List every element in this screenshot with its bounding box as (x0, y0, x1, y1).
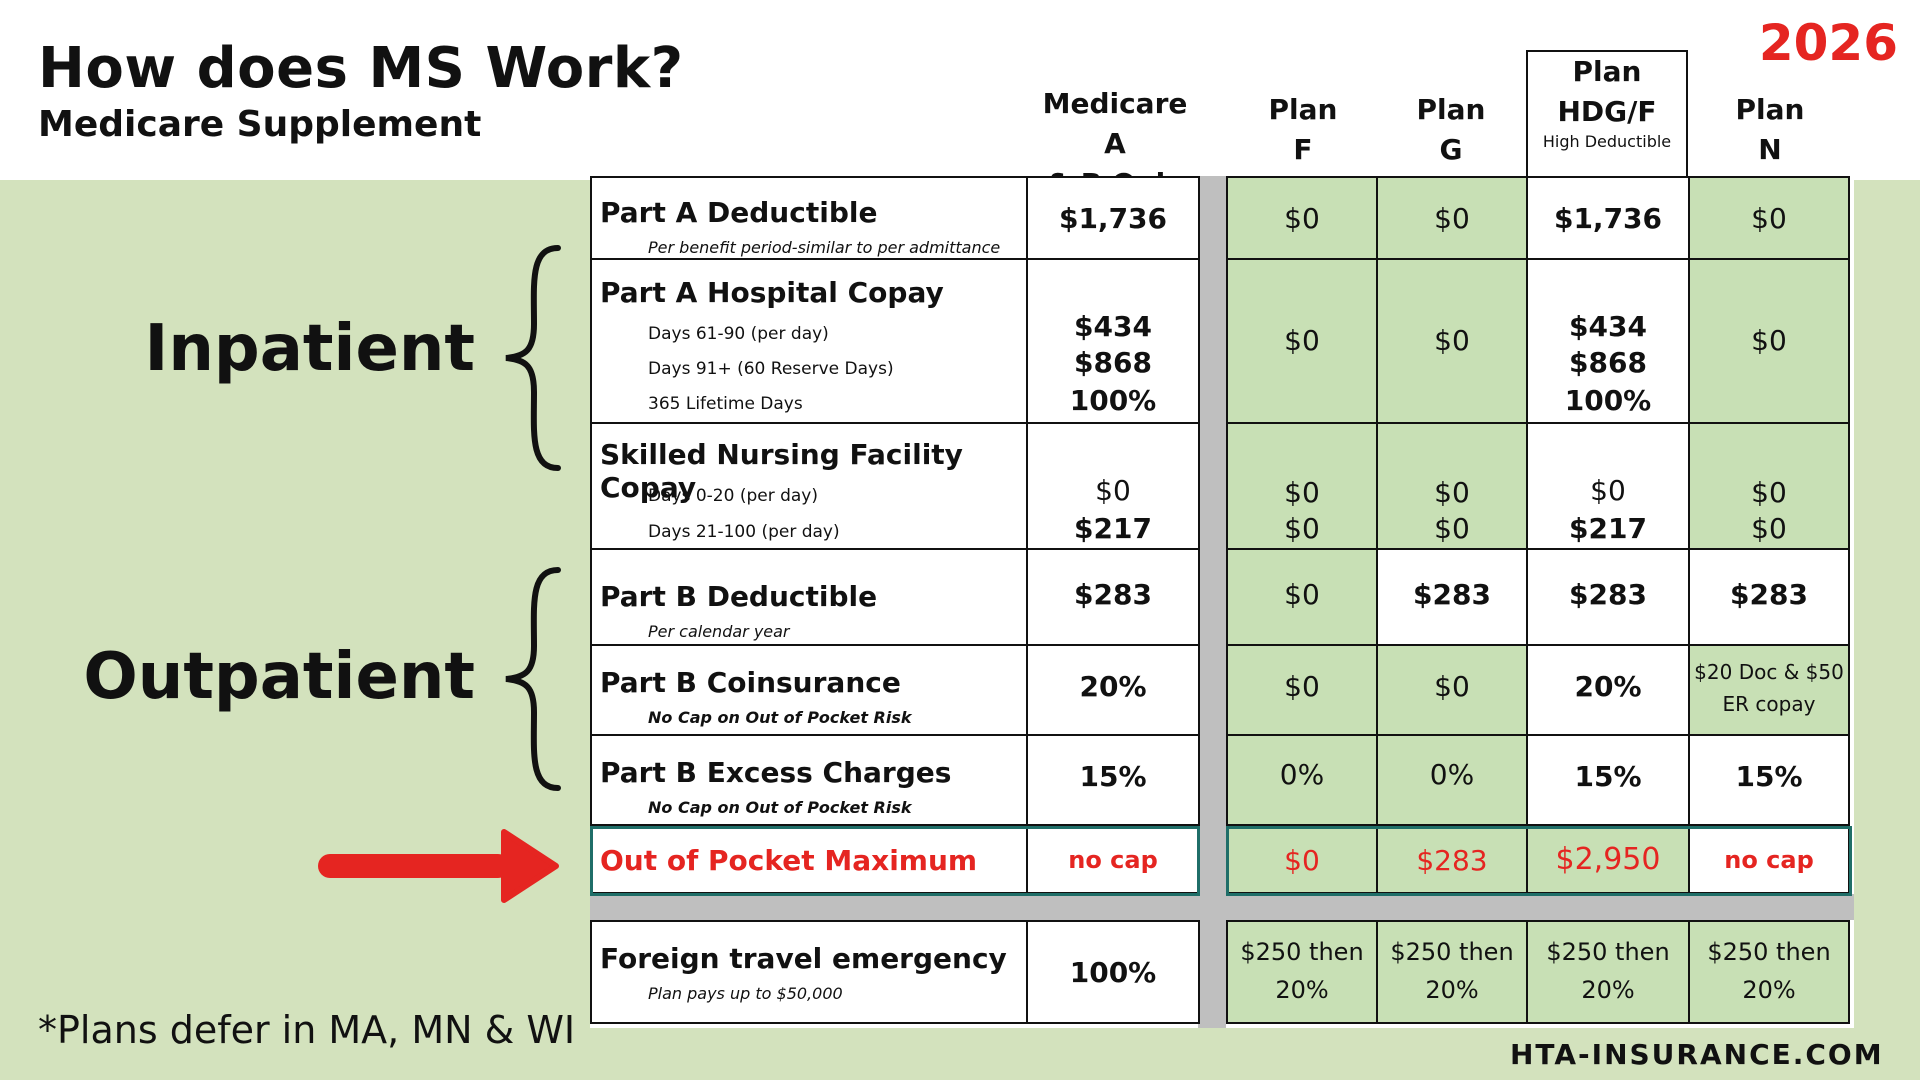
cell-plan-n (1688, 422, 1850, 550)
cell-plan-hdg (1526, 176, 1690, 260)
cell-value: $283 (1413, 578, 1491, 611)
cell-plan-f (1226, 422, 1378, 550)
row-part-a-hospital-label (590, 258, 1028, 424)
row-sublabel: Days 91+ (60 Reserve Days) (648, 359, 894, 379)
cell-plan-g (1376, 644, 1528, 736)
row-part-a-deductible-label (590, 176, 1028, 260)
header-plan-n (1690, 90, 1850, 170)
cell-value: $0 (1434, 324, 1470, 357)
cell-value: $0 (1095, 474, 1131, 507)
cell-value: $283 (1569, 578, 1647, 611)
header-g-line2: G (1439, 133, 1463, 166)
row-label: Out of Pocket Maximum (600, 844, 978, 877)
cell-value: $0 (1284, 476, 1320, 509)
cell-value: 15% (1079, 760, 1147, 793)
cell-plan-g (1376, 422, 1528, 550)
cell-value: ER copay (1722, 692, 1816, 716)
row-sublabel: Per calendar year (648, 622, 790, 641)
row-sublabel: Days 21-100 (per day) (648, 522, 840, 542)
cell-value: 0% (1429, 758, 1475, 791)
cell-value: $0 (1284, 202, 1320, 235)
cell-value: $0 (1284, 512, 1320, 545)
cell-value: no cap (1068, 846, 1158, 874)
cell-ab (1026, 258, 1200, 424)
cell-value: 100% (1069, 956, 1157, 989)
cell-value: 20% (1079, 670, 1147, 703)
cell-plan-n (1688, 258, 1850, 424)
footnote: *Plans defer in MA, MN & WI (38, 1008, 576, 1052)
cell-plan-g (1376, 920, 1528, 1024)
cell-plan-f (1226, 258, 1378, 424)
row-sublabel: Plan pays up to $50,000 (648, 984, 843, 1003)
cell-plan-hdg (1526, 644, 1690, 736)
cell-value: $0 (1284, 324, 1320, 357)
cell-value: $0 (1434, 202, 1470, 235)
cell-value: $250 then (1546, 938, 1670, 966)
row-label: Foreign travel emergency (600, 942, 1007, 975)
cell-plan-f (1226, 548, 1378, 646)
cell-value: $0 (1434, 512, 1470, 545)
cell-value: $0 (1284, 844, 1320, 877)
oop-highlight-left (590, 826, 1200, 896)
cell-value: $1,736 (1058, 202, 1168, 235)
row-separator (590, 894, 1854, 920)
cell-value: $217 (1569, 512, 1647, 545)
cell-plan-g (1376, 548, 1528, 646)
cell-value: $283 (1074, 578, 1152, 611)
cell-value: $250 then (1240, 938, 1364, 966)
inpatient-label: Inpatient (144, 312, 475, 386)
cell-value: no cap (1724, 846, 1814, 874)
page-title: How does MS Work? (38, 36, 684, 101)
comparison-table (590, 176, 1854, 1028)
row-sublabel: No Cap on Out of Pocket Risk (648, 798, 912, 817)
cell-plan-hdg (1526, 920, 1690, 1024)
header-plan-hdg (1526, 50, 1688, 178)
row-sublabel: Per benefit period-similar to per admittance (648, 238, 1001, 257)
cell-plan-g (1376, 176, 1528, 260)
cell-value: $0 (1590, 474, 1626, 507)
cell-plan-n (1688, 644, 1850, 736)
row-sublabel: Days 0-20 (per day) (648, 486, 818, 506)
cell-plan-n (1688, 734, 1850, 826)
row-part-b-coinsurance-label (590, 644, 1028, 736)
cell-value: 20% (1581, 976, 1635, 1004)
row-label: Skilled Nursing Facility Copay (600, 438, 963, 504)
header-hdg-small: High Deductible (1542, 132, 1672, 151)
cell-plan-f (1226, 734, 1378, 826)
row-label: Part B Deductible (600, 580, 878, 613)
row-snf-label (590, 422, 1028, 550)
row-label: Part A Deductible (600, 196, 878, 229)
cell-value: $0 (1751, 202, 1787, 235)
cell-ab (1026, 644, 1200, 736)
header-f-line2: F (1293, 133, 1313, 166)
cell-ab (1026, 422, 1200, 550)
cell-plan-n (1688, 176, 1850, 260)
row-label: Part B Coinsurance (600, 666, 901, 699)
row-sublabel: Days 61-90 (per day) (648, 324, 829, 344)
cell-plan-hdg (1526, 548, 1690, 646)
cell-value: 0% (1279, 758, 1325, 791)
header-ab-line1: Medicare A (1042, 87, 1188, 160)
cell-plan-g (1376, 734, 1528, 826)
row-part-b-deductible-label (590, 548, 1028, 646)
cell-plan-hdg (1526, 734, 1690, 826)
cell-value: $0 (1434, 476, 1470, 509)
cell-value: 15% (1574, 760, 1642, 793)
cell-value: $0 (1751, 324, 1787, 357)
cell-value: $250 then (1707, 938, 1831, 966)
red-arrow-icon (316, 828, 562, 904)
row-label: Part B Excess Charges (600, 756, 952, 789)
header-plan-g (1376, 90, 1526, 170)
outpatient-brace-icon (500, 566, 564, 792)
inpatient-brace-icon (500, 244, 564, 472)
cell-value: 20% (1425, 976, 1479, 1004)
cell-value: 15% (1735, 760, 1803, 793)
cell-value: $868 (1074, 346, 1152, 379)
row-foreign-travel-label (590, 920, 1028, 1024)
year-label: 2026 (1758, 14, 1898, 72)
cell-value: $434 (1074, 310, 1152, 343)
website-label: HTA-INSURANCE.COM (1510, 1038, 1884, 1071)
cell-plan-n (1688, 920, 1850, 1024)
outpatient-label: Outpatient (83, 640, 475, 714)
page-subtitle: Medicare Supplement (38, 104, 482, 145)
header-hdg-line1: Plan (1572, 55, 1642, 88)
cell-value: 100% (1069, 384, 1157, 417)
cell-value: $283 (1730, 578, 1808, 611)
row-label: Part A Hospital Copay (600, 276, 944, 309)
cell-value: 20% (1574, 670, 1642, 703)
cell-value: $434 (1569, 310, 1647, 343)
header-plan-f (1230, 90, 1376, 170)
header-g-line1: Plan (1416, 93, 1486, 126)
cell-value: $868 (1569, 346, 1647, 379)
cell-value: $0 (1284, 578, 1320, 611)
cell-plan-n (1688, 548, 1850, 646)
cell-value: 100% (1564, 384, 1652, 417)
cell-value: 20% (1275, 976, 1329, 1004)
row-sublabel: No Cap on Out of Pocket Risk (648, 708, 912, 727)
cell-plan-g (1376, 258, 1528, 424)
cell-value: $0 (1751, 512, 1787, 545)
cell-value: $250 then (1390, 938, 1514, 966)
cell-value: $1,736 (1553, 202, 1663, 235)
cell-plan-f (1226, 644, 1378, 736)
cell-value: $0 (1284, 670, 1320, 703)
cell-value: $283 (1416, 844, 1488, 877)
row-sublabel: 365 Lifetime Days (648, 394, 803, 414)
cell-value: $2,950 (1555, 842, 1661, 877)
cell-value: 20% (1742, 976, 1796, 1004)
cell-plan-f (1226, 176, 1378, 260)
oop-highlight-right (1226, 826, 1852, 896)
header-n-line2: N (1758, 133, 1782, 166)
row-part-b-excess-label (590, 734, 1028, 826)
cell-value: $20 Doc & $50 (1694, 660, 1844, 684)
header-f-line1: Plan (1268, 93, 1338, 126)
cell-ab (1026, 920, 1200, 1024)
cell-plan-f (1226, 920, 1378, 1024)
cell-value: $0 (1751, 476, 1787, 509)
cell-ab (1026, 734, 1200, 826)
cell-value: $0 (1434, 670, 1470, 703)
header-hdg-line2: HDG/F (1557, 95, 1657, 128)
header-n-line1: Plan (1735, 93, 1805, 126)
cell-plan-hdg (1526, 422, 1690, 550)
cell-value: $217 (1074, 512, 1152, 545)
cell-ab (1026, 548, 1200, 646)
cell-ab (1026, 176, 1200, 260)
cell-plan-hdg (1526, 258, 1690, 424)
